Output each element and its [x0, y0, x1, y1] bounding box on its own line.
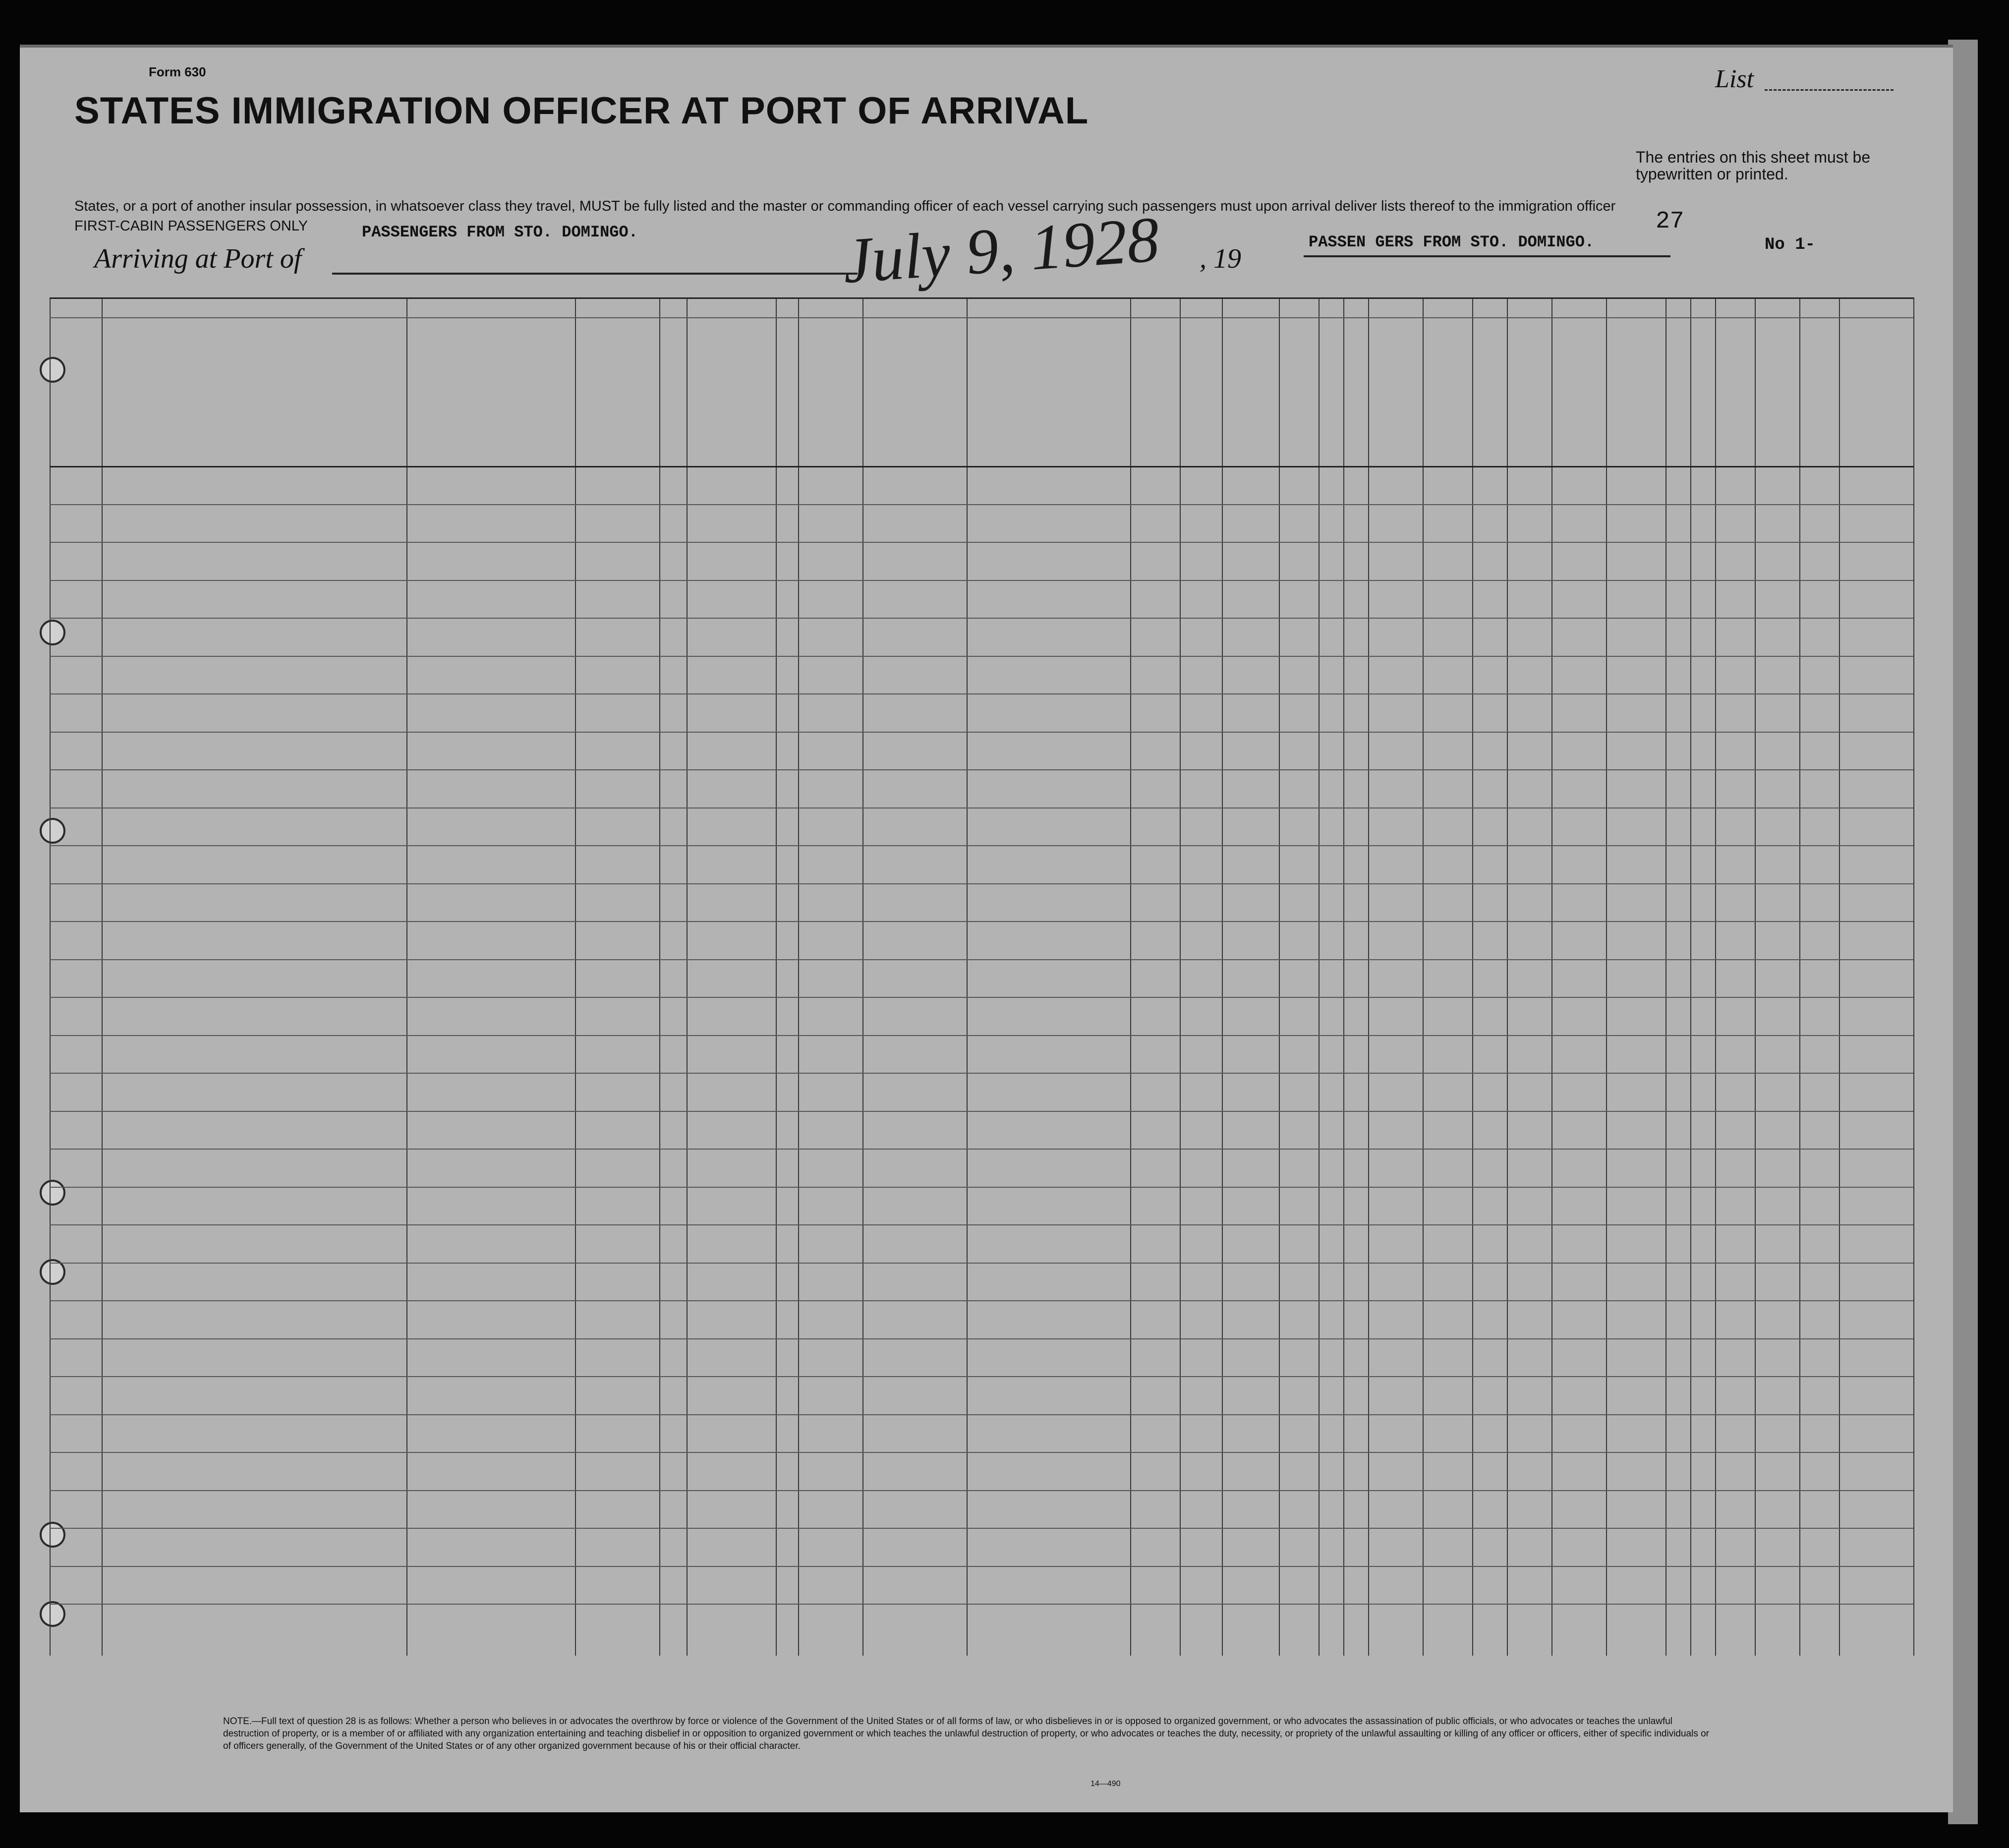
row-rule [50, 845, 1913, 846]
row-rule [50, 921, 1913, 922]
row-rule [50, 959, 1913, 960]
row-rule [50, 504, 1913, 505]
row-rule [50, 693, 1913, 694]
row-rule [50, 1604, 1913, 1605]
row-rule [50, 1035, 1913, 1036]
row-rule [50, 1414, 1913, 1415]
list-number: No 1- [1765, 235, 1816, 254]
port-underline [332, 273, 858, 275]
row-rule [50, 1452, 1913, 1453]
row-rule [50, 1149, 1913, 1150]
row-rule [50, 618, 1913, 619]
row-rule [50, 656, 1913, 657]
row-rule [50, 1300, 1913, 1301]
row-rule [50, 1338, 1913, 1339]
manifest-table [50, 297, 1913, 1656]
entries-note: The entries on this sheet must be typewritten or printed. [1636, 148, 1871, 183]
row-rule [50, 580, 1913, 581]
page-title: STATES IMMIGRATION OFFICER AT PORT OF ARRIVAL [74, 90, 1089, 132]
column-number-rule [50, 317, 1913, 318]
row-rule [50, 1566, 1913, 1567]
header-bottom-rule [50, 466, 1913, 467]
port-value: PASSENGERS FROM STO. DOMINGO. [362, 223, 638, 241]
footnote: NOTE.—Full text of question 28 is as follows: Whether a person who believes in or advocates the overthrow by force or violence of the Government of the United States or of all forms of law, or who disbelieves in or is opposed to organized government, or who advocates the assassination of public officials, or who advocates or teaches the unlawful destruction of property, or is a member of or affiliated with any organization entertaining and teaching disbelief in or opposition to organized government or which teaches the unlawful destruction of property, or who advocates or teaches the duty, necessity, or propriety of the unlawful assaulting or killing of any officer or officers, either of specific individuals or of officers generally, of the Government of the United States or of any other organized government because of his or their official character. [223, 1716, 1710, 1751]
form-number: Form 630 [149, 64, 206, 79]
first-cabin-label: FIRST-CABIN PASSENGERS ONLY [74, 218, 308, 234]
list-number-line [1765, 89, 1894, 91]
row-rule [50, 997, 1913, 998]
row-rule [50, 1224, 1913, 1225]
row-rule [50, 883, 1913, 884]
subtitle: States, or a port of another insular possession, in whatsoever class they travel, MUST be fully listed and the master or commanding officer of each vessel carrying such passengers must upon arrival deliver lists thereof to the immigration officer [74, 198, 1616, 214]
row-rule [50, 1111, 1913, 1112]
handwritten-date: July 9, 1928 [840, 203, 1162, 297]
arriving-label: Arriving at Port of [94, 243, 302, 274]
row-rule [50, 1187, 1913, 1188]
row-rule [50, 1263, 1913, 1264]
column-rule [1913, 297, 1914, 1656]
port-underline-right [1304, 255, 1670, 257]
row-rule [50, 542, 1913, 543]
row-rule [50, 1073, 1913, 1074]
row-rule [50, 732, 1913, 733]
form-code: 14—490 [1091, 1780, 1121, 1788]
sheet-number: 27 [1656, 208, 1684, 235]
row-rule [50, 1490, 1913, 1491]
row-rule [50, 1376, 1913, 1377]
year-prefix: , 19 [1200, 243, 1241, 274]
header-top-rule [50, 297, 1913, 299]
row-rule [50, 769, 1913, 770]
list-label: List [1715, 65, 1754, 93]
row-rule [50, 1528, 1913, 1529]
port-value-right: PASSEN GERS FROM STO. DOMINGO. [1309, 233, 1595, 251]
